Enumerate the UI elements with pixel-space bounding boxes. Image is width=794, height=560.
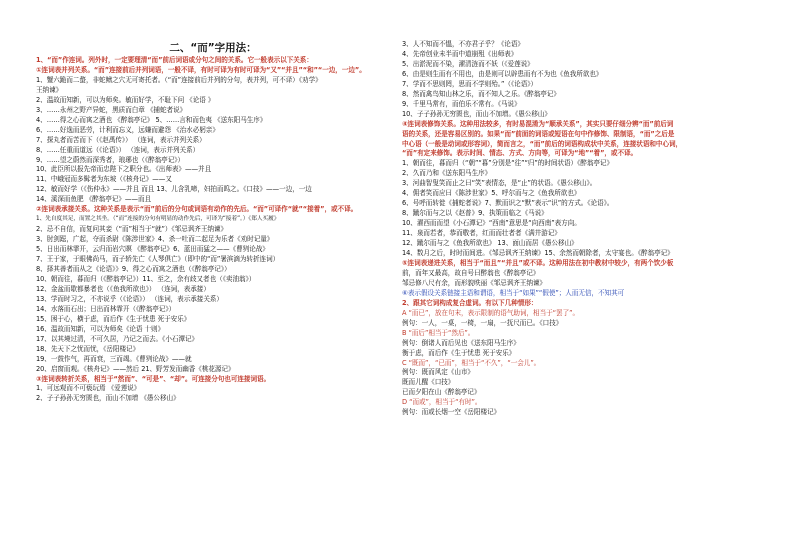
right-line: 例句：而或长烟一空《岳阳楼记》 bbox=[402, 408, 501, 417]
left-line: 7、王于家，于眼佛尚马，而子轿先亡《人琴俱亡》（即中的“而”暑滨滴为转折连词） bbox=[36, 255, 280, 264]
right-line: 邹忌修八尺有余，而形貌昳丽《邹忌讽齐王纳谏》 bbox=[402, 278, 546, 287]
left-line: ③连词表转折关系，相当于“然而”、“可是”、“却”。可连接分句也可连接词语。 bbox=[36, 374, 271, 383]
right-line: 语的关系，还是容易区别的。如果“而”前面的词语或短语在句中作修饰、限制语，“而”之后是 bbox=[402, 129, 675, 138]
left-line: ②连词表承接关系。这种关系是表示“而”前后的分句或词语有动作的先后。“而”可译作“就”“接着”，或不译。 bbox=[36, 205, 358, 214]
right-line: 3、人不知而不愠，不亦君子乎？《论语》 bbox=[402, 40, 524, 48]
right-line: 衡于虑，而后作《生于忧患 死于安乐》 bbox=[402, 348, 516, 357]
left-line: 12、敏而好学（《伤仲永》——并且 而且 13、儿含乳啼，妇拍而呜之。《口技》——一边，一边 bbox=[36, 185, 312, 194]
left-line: 14、溪深而鱼肥 《醉翁亭记》——而且 bbox=[36, 195, 152, 204]
left-line: 8、……任重而道远（《论语》） （连词，表示并列关系） bbox=[36, 145, 200, 154]
right-line: 11、泉而若者，恭而敬者，红而而壮者者《满井游记》 bbox=[402, 229, 561, 238]
right-line: “而”有定来修饰。表示时间、情态、方式、方向等，可译为“地”“着”，或不译。 bbox=[402, 149, 638, 158]
left-line: 1、“而”作连词。列外时，一定要理清“而”前后词语或分句之间的关系。它一般表示以下关系： bbox=[36, 56, 313, 64]
left-line: 2、忌不自信，而复问其妾（“而”相当于“就”）《邹忌讽齐王纳谏》 bbox=[36, 225, 227, 234]
right-line: 1、朝而往，暮而归（“朝”“暮”分别是“往”“归”的时间状语）《醉翁亭记》 bbox=[402, 159, 613, 168]
left-line: 17、以其境过清，不可久居，乃记之而去。《小石潭记》 bbox=[36, 334, 199, 343]
right-line: 8、蹴尔而与之以《赵普》9、执策而临之《马说》 bbox=[402, 209, 548, 218]
left-line: ①连词表并列关系。“而”连接前后并列词语，一般不译，有时可译为有时可译为“又”“并且”“和”“一边，一边”。 bbox=[36, 65, 366, 74]
right-line: 例句：既而风定《山市》 bbox=[402, 368, 474, 377]
left-line: 16、温故而知新，可以为师矣《论语 十则》 bbox=[36, 324, 165, 333]
left-line: 15、困于心，横于虑，而后作《生于忧患 死于安乐》 bbox=[36, 314, 191, 323]
left-line: 12、金盆而歇都暴者也（《鱼我所欲也》） （连词，表承接） bbox=[36, 284, 210, 293]
right-line: D “而或”，相当于“有时”。 bbox=[402, 398, 482, 407]
left-line: 2、温故而知新，可以为师矣。敏而好学，不耻下问 《论语 》 bbox=[36, 95, 215, 104]
right-line: 6、由是则生而有不用也，由是则可以辟患而有不为也《鱼我所欲也》 bbox=[402, 69, 603, 78]
right-line: 4、先帝创业未半而中道崩殂《出师表》 bbox=[402, 49, 518, 58]
right-line: 9、千里马常有，而伯乐不常有。《马说》 bbox=[402, 99, 521, 108]
right-line: 6、号呼而转徙《捕蛇者说》7、默而识之“默”表示“识”的方式。《论语》。 bbox=[402, 199, 614, 208]
right-line: 已而夕阳在山《醉翁亭记》 bbox=[402, 388, 481, 397]
left-line: 10、朝而往，暮而归（《醉翁亭记》）11、至之，余有歧又者也（《卖油翁》） bbox=[36, 274, 256, 283]
left-line: 14、水落而石出；日出而林霏开（《醉翁亭记》） bbox=[36, 304, 176, 313]
left-line: 7、探丸者而苦而下（《赵禹传》） （连词，表示并列关系） bbox=[36, 135, 206, 144]
left-line: 13、学而时习之，不亦说乎（《论语》） （连词，表示承接关系） bbox=[36, 294, 223, 303]
right-line: 前，而年又最高，故自号曰醉翁也《醉翁亭记》 bbox=[402, 268, 540, 277]
right-line: C “既而”，“已而”，相当于“不久”，“一会儿”。 bbox=[402, 358, 541, 367]
left-line: 9、……望之蔚然而深秀者，琅琊也（《醉翁亭记》） bbox=[36, 155, 185, 164]
left-line: 11、中峨冠而多髯者为东坡（《核舟记》——又 bbox=[36, 175, 172, 184]
page-title: 二、“而”字用法： bbox=[169, 42, 257, 54]
right-line: 8、然而禽鸟知山林之乐，而不知人之乐。《醉翁亭记》 bbox=[402, 89, 560, 98]
right-line: A “而已”，放在句末，表示限制的语气助词，相当于“罢了”。 bbox=[402, 308, 580, 317]
left-line: 19、一鼓作气，再而衰，三而竭。《曹刿论战》——就 bbox=[36, 354, 192, 363]
right-line: 10、濯西而而望《小石潭记》“西南”意思是“向西南”表方向。 bbox=[402, 219, 581, 228]
right-line: 14、数月之后，时时而间进。《邹忌讽齐王纳谏》15、余然而朝除者，太守宴也。《醉翁亭记》 bbox=[402, 249, 674, 258]
right-line: 10、子子孙孙无穷匮也，而山不加增。《愚公移山》 bbox=[402, 109, 551, 118]
right-line: 例句：一人，一桌，一椅，一扇，一抚尺而已。《口技》 bbox=[402, 318, 563, 327]
left-line: 20、启窗而观。《核舟记》——然后 21、野芳发而幽香《桃花源记》 bbox=[36, 364, 235, 373]
left-line: 5、日出而林霏开，云归而岩穴暝 《醉翁亭记》6、蓝田而猛之——《曹刿论战》 bbox=[36, 245, 269, 254]
left-line: 10、此臣所以报先帝而忠陛下之职分也。《出师表》——并且 bbox=[36, 165, 212, 174]
right-top-spacer bbox=[402, 0, 780, 40]
left-line: 8、择其善者而从之《论语》》9、得之心而寓之酒也（《醉翁亭记》） bbox=[36, 265, 231, 274]
left-line: 18、先天下之忧而忧，《岳阳楼记》 bbox=[36, 344, 140, 353]
left-line: 4、……得之心而寓之酒也 《醉翁亭记》 5、……言和而色夷 《送东阳马生序》 bbox=[36, 115, 267, 124]
right-line: 4、佣者笑而应曰《陈涉世家》5、呼尔而与之《鱼我所欲也》 bbox=[402, 189, 581, 198]
left-line: 3、肘剑跽，广起，夺而杀尉《陈涉世家》4、杀一吐而二起足为乐者《劝时记量》 bbox=[36, 235, 274, 244]
right-line: 既而儿醒《口技》 bbox=[402, 378, 455, 387]
left-line: 1、先自度其足，而置之其坐。（“而”连接的分句有明显的动作先后，可译为“接着”。）《郑人买履》 bbox=[36, 216, 280, 223]
left-line: 1、可远观而不可亵玩焉 《爱莲说》 bbox=[36, 384, 141, 393]
left-lines bbox=[36, 56, 390, 404]
left-line: 1、蟹六跪而二螯，非蛇鳝之穴无可寄托者。（“而”连接前后并列的分句，表并列，可不译）《劝学》 bbox=[36, 75, 322, 84]
left-line: 3、……永州之野产异蛇，黑质而白章 《捕蛇者说》 bbox=[36, 105, 187, 114]
right-line: 2、跟其它词构成复合虚词。有以下几种情形： bbox=[402, 298, 538, 307]
right-line: 3、河曲智叟笑而止之曰“笑”表情态，是“止”的状语。《愚公移山》。 bbox=[402, 179, 597, 188]
left-line: 6、……好逸而恶劳，计利而忘义，远嫌而避怨 《治水必躬亲》 bbox=[36, 125, 219, 134]
right-column bbox=[402, 0, 780, 560]
left-line: 王纳谏》 bbox=[36, 85, 63, 94]
right-line: 7、学而不思则罔，思而不学则殆。”（《论语》） bbox=[402, 79, 538, 88]
right-line: ④连词表修饰关系。这种用法较多，有时易混淆为“顺承关系”，其实只要仔细分辨“而”前后词 bbox=[402, 119, 674, 128]
right-line: ⑥表示假设关系链接主语和谓语，相当于“如果”“假使”；人而无信，不知其可 bbox=[402, 288, 625, 297]
left-line: 2、子子孙孙无穷匮也，而山不加增 《愚公移山》 bbox=[36, 394, 180, 403]
left-column bbox=[36, 0, 390, 560]
right-line: B “而后”相当于“然后”。 bbox=[402, 328, 475, 337]
right-line: 12、蹴尔而与之《鱼我所欲也》 13、面山而居《愚公移山》 bbox=[402, 239, 578, 248]
right-line: 例句：倒诸人而后见也《送东阳马生序》 bbox=[402, 338, 520, 347]
right-line: 中心语（一般是动词或形容词），简而言之，“而”前后的词语构成状中关系，连接状语和中心词， bbox=[402, 139, 683, 148]
right-line: 2、久而乃和《送东阳马生序》 bbox=[402, 169, 492, 178]
right-line: 5、出淤泥而不染，濯清涟而不妖（《爱莲说》 bbox=[402, 59, 534, 68]
right-line: ⑤连词表递进关系，相当于“而且”“并且”或不译。这种用法在初中教材中较少，有两个饮少板 bbox=[402, 258, 674, 267]
right-lines bbox=[402, 40, 780, 418]
